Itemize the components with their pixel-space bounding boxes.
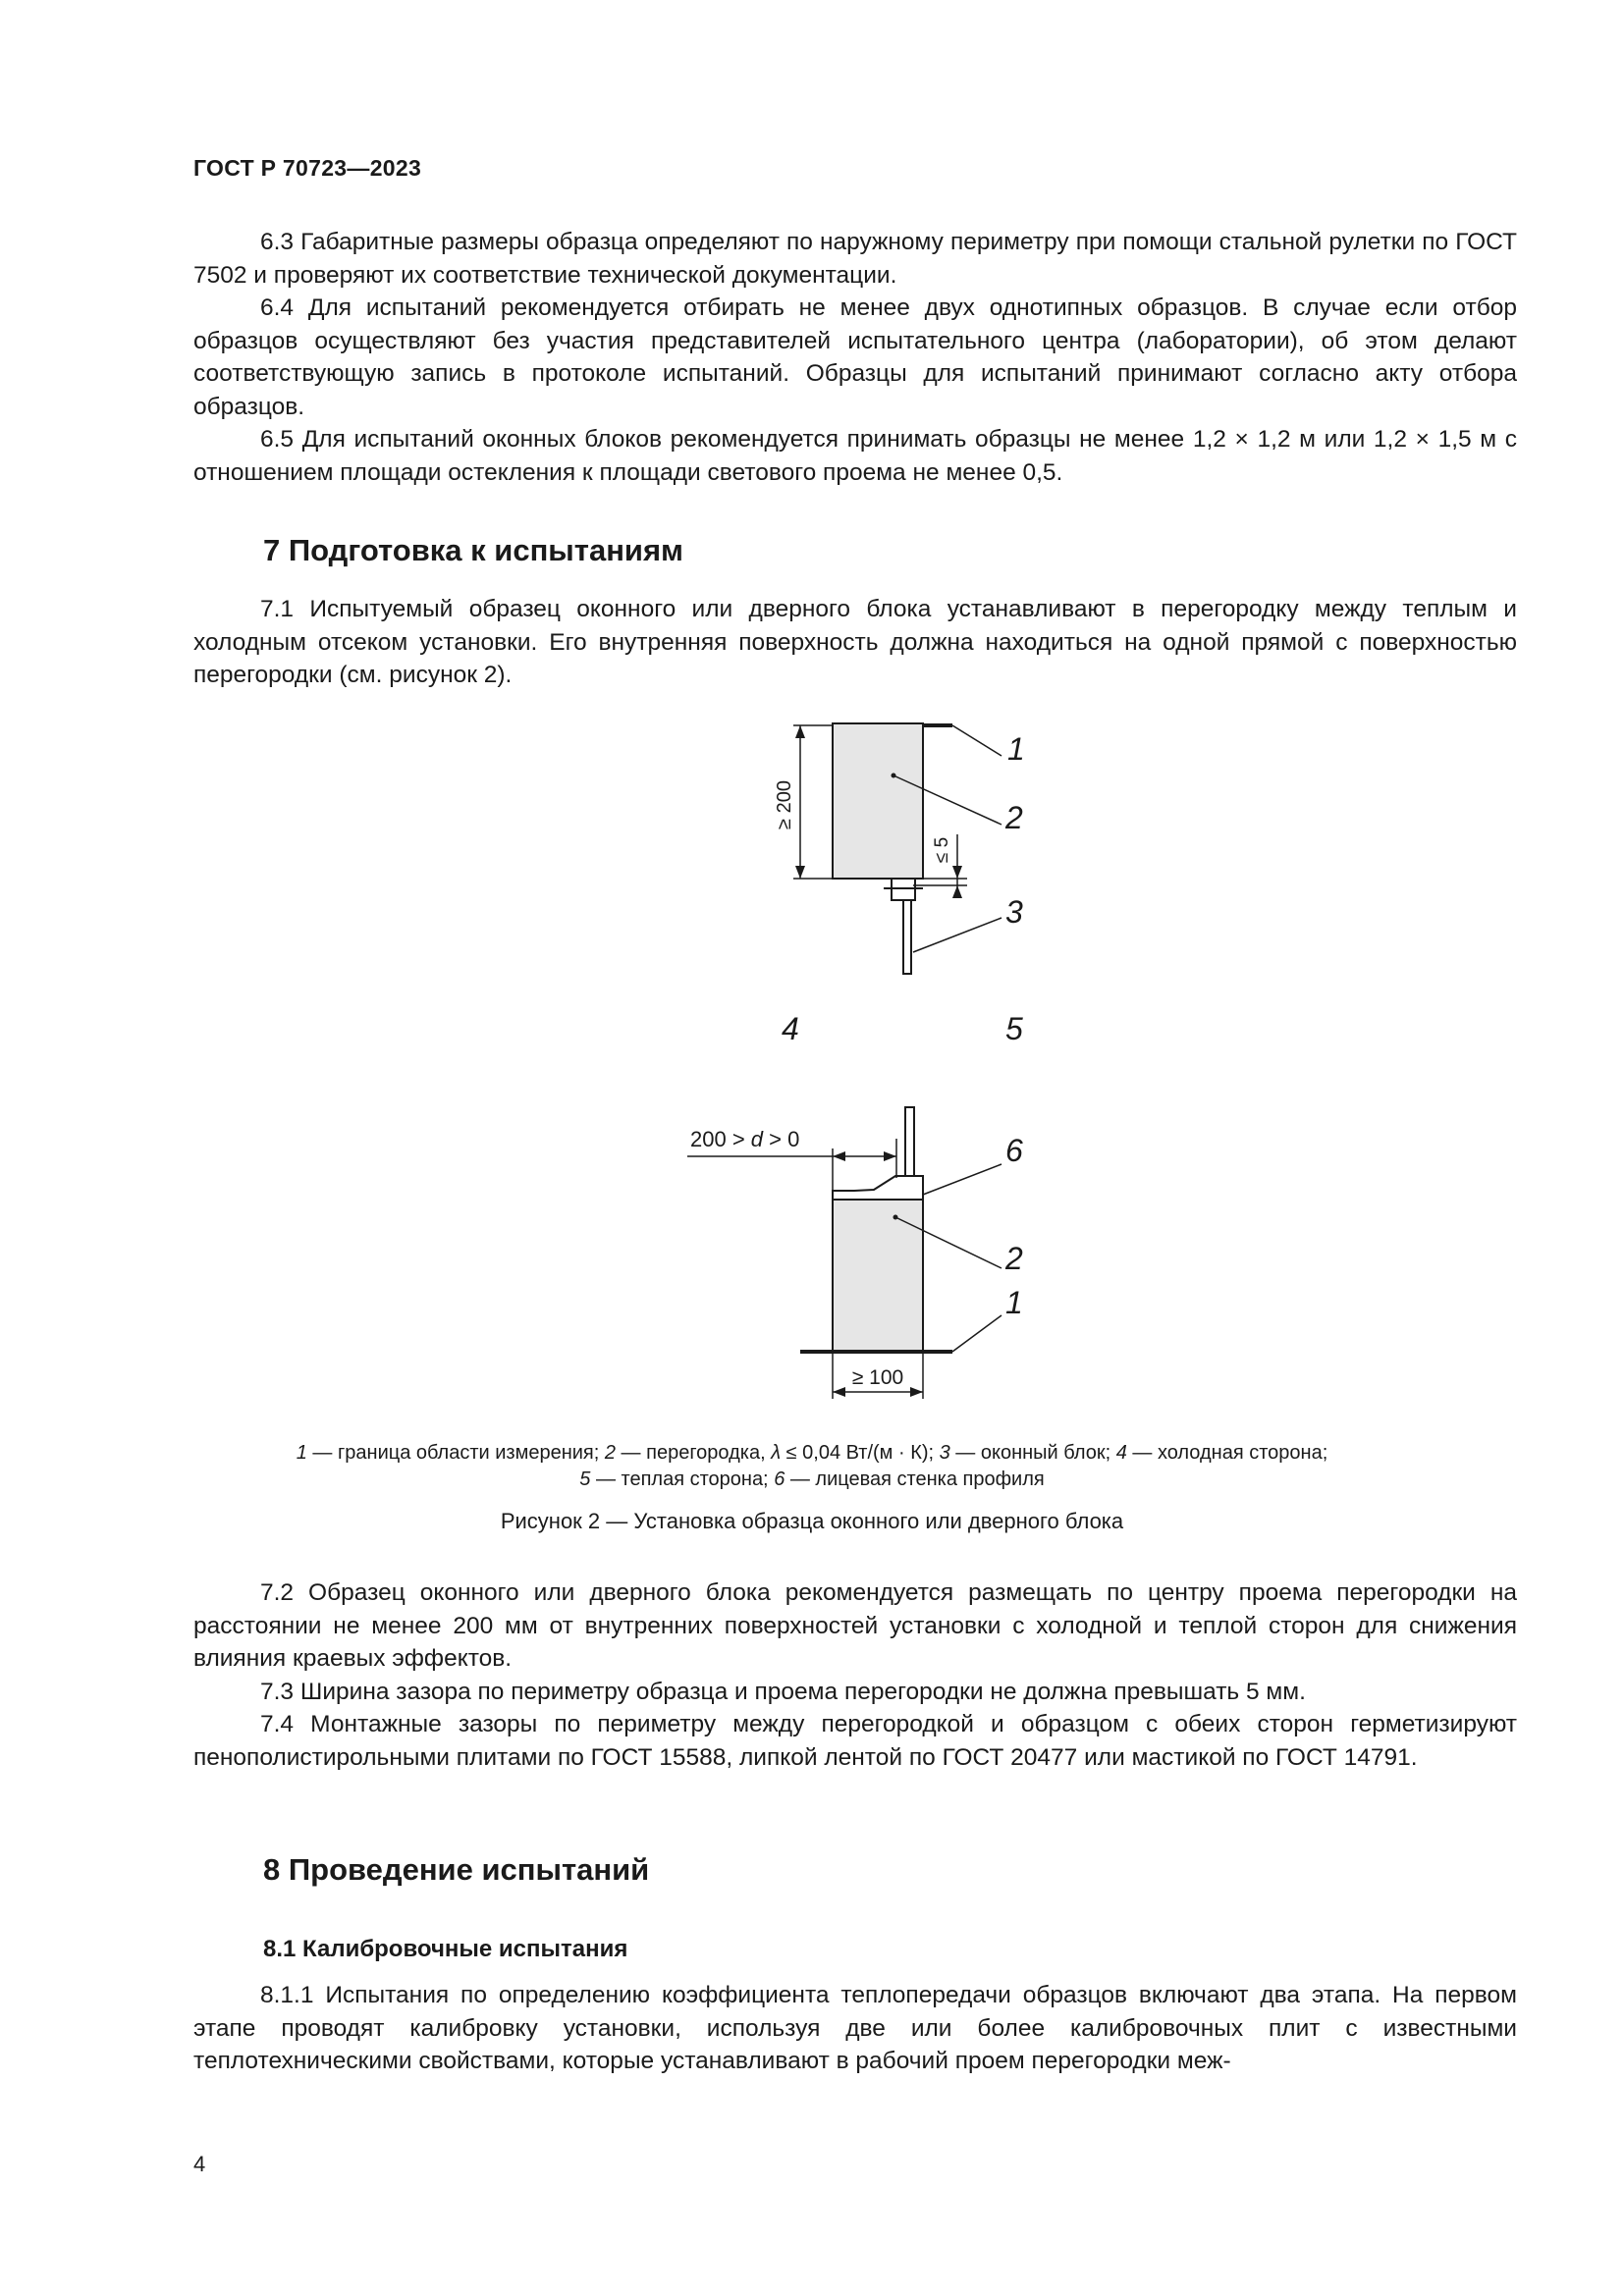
label-3: 3	[1005, 894, 1023, 930]
height-arrow-top	[795, 725, 805, 738]
leader-3	[913, 918, 1001, 952]
figure-caption: Рисунок 2 — Установка образца оконного или дверного блока	[500, 1509, 1124, 1533]
paragraph-7-4: 7.4 Монтажные зазоры по периметру между перегородкой и образцом с обеих сторон герметизируют пенополистирольными плитами по ГОСТ 15588, липкой лентой по ГОСТ 20477 или мастикой по ГОСТ 14791.	[193, 1711, 1517, 1771]
gap-arrow-2	[952, 885, 962, 898]
d-arrow-2	[884, 1151, 896, 1161]
label-1-top: 1	[1007, 731, 1025, 767]
leader-1-bottom	[952, 1315, 1001, 1352]
d-dim-label: 200 > d > 0	[690, 1127, 800, 1151]
page-number: 4	[193, 2152, 206, 2176]
section-8-heading: 8 Проведение испытаний	[263, 1852, 650, 1887]
section-7-heading: 7 Подготовка к испытаниям	[263, 533, 683, 567]
paragraph-6-3: 6.3 Габаритные размеры образца определяют по наружному периметру при помощи стальной рулетки по ГОСТ 7502 и проверяют их соответствие технической документации.	[193, 229, 1517, 289]
partition-top	[833, 723, 923, 879]
section-8-text	[193, 1979, 1517, 2078]
label-4-cold-side: 4	[782, 1011, 799, 1046]
profile-face-wall	[833, 1176, 923, 1200]
paragraph-6-4: 6.4 Для испытаний рекомендуется отбирать не менее двух однотипных образцов. В случае если отбор образцов осуществляют без участия представителей испытательного центра (лаборатории), об этом делают соответствующую запись в протоколе испытаний. Образцы для испытаний принимают согласно акту отбора образцов.	[193, 294, 1517, 420]
height-arrow-bottom	[795, 866, 805, 879]
leader-1-top	[952, 725, 1001, 756]
window-profile-top	[903, 900, 911, 974]
paragraph-6-5: 6.5 Для испытаний оконных блоков рекомендуется принимать образцы не менее 1,2 × 1,2 м или 1,2 × 1,5 м с отношением площади остекления к площади светового проема не менее 0,5.	[193, 426, 1517, 486]
width-dim-label: ≥ 100	[851, 1366, 904, 1389]
label-2-bottom: 2	[1005, 1241, 1023, 1276]
figure-legend: 1 — граница области измерения; 2 — перегородка, λ ≤ 0,04 Вт/(м · К); 3 — оконный блок; 4 — холодная сторона; 5 — теплая сторона; 6 — лицевая стенка профиля	[296, 1442, 1328, 1490]
paragraph-7-2: 7.2 Образец оконного или дверного блока рекомендуется размещать по центру проема перегородки на расстоянии не менее 200 мм от внутренних поверхностей установки с холодной и теплой сторон для снижения влияния краевых эффектов.	[193, 1579, 1517, 1672]
gap-arrow-1	[952, 866, 962, 879]
label-2-top: 2	[1005, 800, 1023, 835]
width-arrow-2	[910, 1387, 923, 1397]
height-dim-label: ≥ 200	[774, 780, 795, 829]
label-1-bottom: 1	[1005, 1285, 1023, 1320]
paragraph-8-1-1: 8.1.1 Испытания по определению коэффициента теплопередачи образцов включают два этапа. На первом этапе проводят калибровку установки, используя две или более калибровочных плит с известными теплотехническими свойствами, которые устанавливают в рабочий проем перегородки меж-	[193, 1982, 1517, 2074]
leader-6	[923, 1164, 1001, 1195]
width-arrow-1	[833, 1387, 845, 1397]
section-7-continued	[193, 1576, 1517, 1774]
partition-bottom	[833, 1200, 923, 1352]
paragraph-7-3: 7.3 Ширина зазора по периметру образца и проема перегородки не должна превышать 5 мм.	[260, 1678, 1306, 1705]
label-5-warm-side: 5	[1005, 1011, 1023, 1046]
gap-dim-label: ≤ 5	[932, 836, 952, 864]
section-8-1-heading: 8.1 Калибровочные испытания	[263, 1936, 628, 1962]
paragraph-7-1: 7.1 Испытуемый образец оконного или дверного блока устанавливают в перегородку между теплым и холодным отсеком установки. Его внутренняя поверхность должна находиться на одной прямой с поверхностью перегородки (см. рисунок 2).	[193, 596, 1517, 688]
label-6: 6	[1005, 1133, 1023, 1168]
d-arrow-1	[833, 1151, 845, 1161]
document-header: ГОСТ Р 70723—2023	[193, 155, 422, 181]
